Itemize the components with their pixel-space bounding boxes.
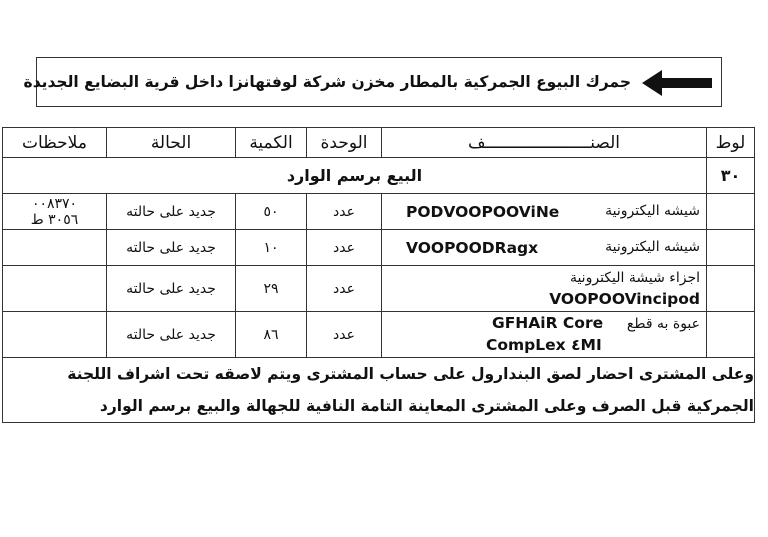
header-row (3, 128, 755, 158)
type-english: PODVOOPOOViNe (406, 203, 560, 221)
lot-cell (707, 266, 755, 312)
table-row (3, 312, 755, 358)
quantity-cell: ١٠ (236, 230, 307, 266)
type-arabic: شيشه اليكترونية (605, 203, 700, 219)
unit-cell: عدد (307, 230, 382, 266)
type-cell (382, 230, 707, 266)
lot-number: ٣٠ (707, 158, 755, 194)
lots-table (2, 127, 755, 423)
status-cell: جديد على حالته (107, 312, 236, 358)
type-cell (382, 312, 707, 358)
col-header-unit: الوحدة (307, 128, 382, 158)
type-arabic: شيشه اليكترونية (605, 239, 700, 255)
status-cell: جديد على حالته (107, 194, 236, 230)
type-arabic: اجزاء شيشة اليكترونية (569, 270, 700, 286)
quantity-cell: ٢٩ (236, 266, 307, 312)
quantity-cell: ٨٦ (236, 312, 307, 358)
type-english-line2: CompLex ٤MI (486, 336, 602, 354)
notes-cell (3, 312, 107, 358)
footer-note: وعلى المشترى احضار لصق البندارول على حساب المشترى ويتم لاصقه تحت اشراف اللجنة الجمركية قبل الصرف وعلى المشترى المعاينة التامة النافية للجهالة والبيع برسم الوارد (3, 358, 755, 423)
notes-line: ٠٠٨٣٧٠ (31, 195, 78, 212)
notes-cell (3, 230, 107, 266)
col-header-status: الحالة (107, 128, 236, 158)
type-english: GFHAiR Core (492, 314, 604, 332)
footer-row (3, 358, 755, 423)
notes-line: ٣٠٥٦ ط (30, 211, 79, 228)
type-arabic: عبوة به قطع (626, 316, 700, 332)
table-row (3, 230, 755, 266)
table-row (3, 266, 755, 312)
notes-cell (3, 194, 107, 230)
notes-cell (3, 266, 107, 312)
type-cell (382, 194, 707, 230)
table-row (3, 194, 755, 230)
lot-cell (707, 194, 755, 230)
type-cell (382, 266, 707, 312)
col-header-type: الصنـــــــــــــــــــــف (382, 128, 707, 158)
section-title: البيع برسم الوارد (3, 158, 707, 194)
status-cell: جديد على حالته (107, 230, 236, 266)
header-box (23, 57, 722, 107)
col-header-quantity: الكمية (236, 128, 307, 158)
lot-cell (707, 312, 755, 358)
type-english: VOOPOODRagx (406, 239, 539, 257)
unit-cell: عدد (307, 266, 382, 312)
unit-cell: عدد (307, 312, 382, 358)
header-title: جمرك البيوع الجمركية بالمطار مخزن شركة لوفتهانزا داخل قرية البضايع الجديدة (23, 73, 631, 91)
status-cell: جديد على حالته (107, 266, 236, 312)
col-header-lot: لوط (707, 128, 755, 158)
lot-cell (707, 230, 755, 266)
left-arrow-icon (642, 70, 714, 96)
col-header-notes: ملاحظات (3, 128, 107, 158)
unit-cell: عدد (307, 194, 382, 230)
type-english: VOOPOOVincipod (549, 290, 700, 308)
section-row (3, 158, 755, 194)
quantity-cell: ٥٠ (236, 194, 307, 230)
